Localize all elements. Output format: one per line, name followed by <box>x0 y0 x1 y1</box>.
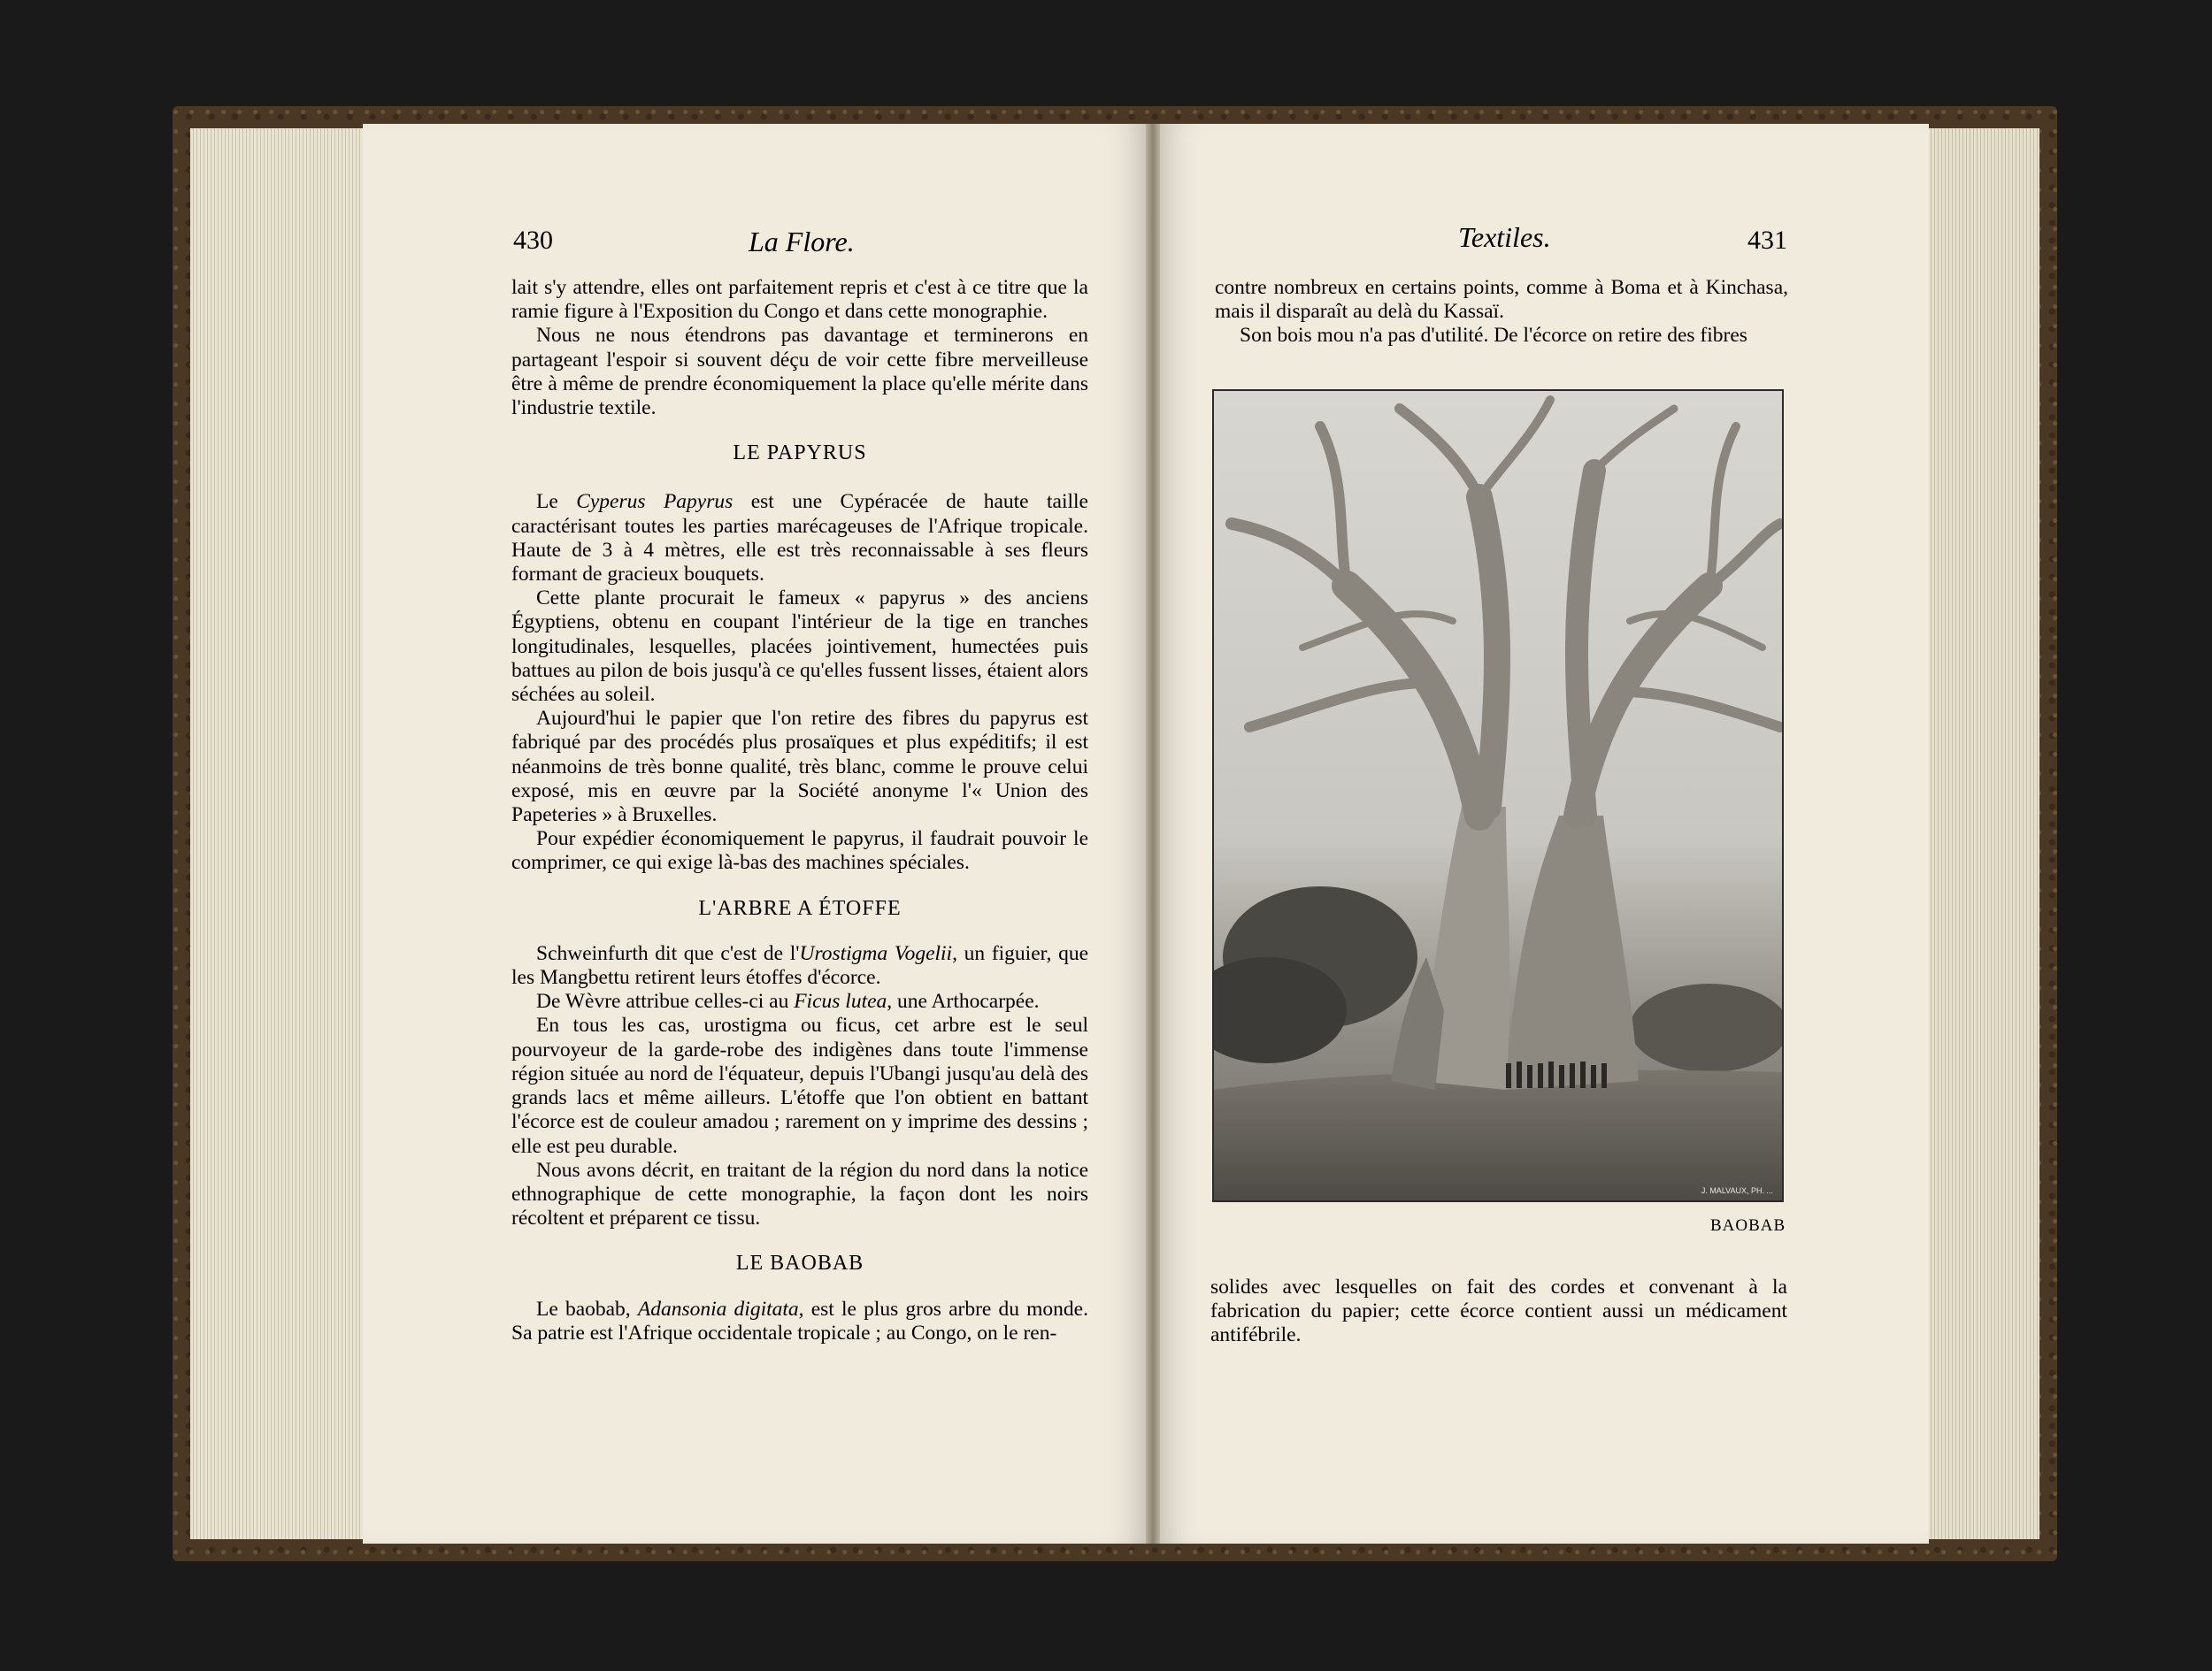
right-top-text <box>1215 276 1788 349</box>
paragraph: Nous ne nous étendrons pas davantage et terminerons en partageant l'espoir si souvent déçu de voir cette fibre merveilleuse être à même de prendre économiquement la place qu'elle mérite dans l'industrie textile. <box>511 324 1088 420</box>
left-text-column <box>511 276 1088 1345</box>
paragraph: solides avec lesquelles on fait des cordes et convenant à la fabrication du papier; cette écorce contient aussi un médicament antifébrile. <box>1210 1276 1787 1347</box>
baobab-tree-illustration <box>1214 391 1782 1200</box>
book-gutter <box>1146 124 1160 1544</box>
paragraph: En tous les cas, urostigma ou ficus, cet arbre est le seul pourvoyeur de la garde-robe des indigènes dans toute l'immense région située au nord de l'équateur, depuis l'Ubangi jusqu'au delà des grands lacs et même ailleurs. L'étoffe que l'on obtient en battant l'écorce est de couleur amadou ; rarement on y imprime des dessins ; elle est peu durable. <box>511 1014 1088 1158</box>
paragraph: Son bois mou n'a pas d'utilité. De l'écorce on retire des fibres <box>1240 324 1747 348</box>
paragraph: lait s'y attendre, elles ont parfaitement repris et c'est à ce titre que la ramie figure à l'Exposition du Congo et dans cette monographie. <box>511 276 1088 324</box>
section-heading-arbre: L'ARBRE A ÉTOFFE <box>698 896 902 920</box>
paragraph: De Wèvre attribue celles-ci au Ficus lutea, une Arthocarpée. <box>536 990 1040 1014</box>
left-page-number: 430 <box>513 226 553 255</box>
paragraph: Schweinfurth dit que c'est de l'Urostigma Vogelii, un figuier, que les Mangbettu retirent leurs étoffes d'écorce. <box>511 941 1089 990</box>
photo-credit: J. MALVAUX, PH. ... <box>1701 1186 1773 1195</box>
section-heading-papyrus: LE PAPYRUS <box>733 441 867 465</box>
paragraph: Aujourd'hui le papier que l'on retire des fibres du papyrus est fabriqué par des procédés plus prosaïques et plus expéditifs; il est néanmoins de très bonne qualité, très blanc, comme le prouve celui exposé, mis en œuvre par la Société anonyme l'« Union des Papeteries » à Bruxelles. <box>511 707 1088 827</box>
right-page-number: 431 <box>1747 226 1787 255</box>
paragraph: Le baobab, Adansonia digitata, est le plus gros arbre du monde. Sa patrie est l'Afrique occidentale tropicale ; au Congo, on le ren- <box>511 1297 1088 1345</box>
right-bottom-text <box>1210 1276 1787 1348</box>
species-name: Urostigma Vogelii <box>799 941 953 965</box>
section-heading-baobab: LE BAOBAB <box>735 1252 864 1276</box>
species-name: Adansonia digitata <box>637 1297 799 1321</box>
paragraph: Le Cyperus Papyrus est une Cypéracée de haute taille caractérisant toutes les parties marécageuses de l'Afrique tropicale. Haute de 3 à 4 mètres, elle est très reconnaissable à ses fleurs formant de gracieux bouquets. <box>511 490 1088 586</box>
paragraph: contre nombreux en certains points, comme à Boma et à Kinchasa, mais il disparaît au delà du Kassaï. <box>1215 276 1788 324</box>
page-edges-right <box>1924 128 2039 1539</box>
paragraph: Pour expédier économiquement le papyrus, il faudrait pouvoir le comprimer, ce qui exige là-bas des machines spéciales. <box>511 827 1088 875</box>
species-name: Ficus lutea <box>794 990 887 1014</box>
right-running-title: Textiles. <box>1458 221 1551 253</box>
page-edges-left <box>190 128 367 1539</box>
photo-caption: BAOBAB <box>1710 1216 1786 1235</box>
species-name: Cyperus Papyrus <box>576 490 733 514</box>
left-running-title: La Flore. <box>749 226 855 257</box>
paragraph: Nous avons décrit, en traitant de la région du nord dans la notice ethnographique de cette monographie, la façon dont les noirs récoltent et préparent ce tissu. <box>511 1158 1088 1230</box>
paragraph: Cette plante procurait le fameux « papyrus » des anciens Égyptiens, obtenu en coupant l'intérieur de la tige en tranches longitudinales, lesquelles, placées jointivement, humectées puis battues au pilon de bois jusqu'à ce qu'elles fussent lisses, étaient alors séchées au soleil. <box>511 586 1088 707</box>
baobab-photograph <box>1212 389 1784 1202</box>
